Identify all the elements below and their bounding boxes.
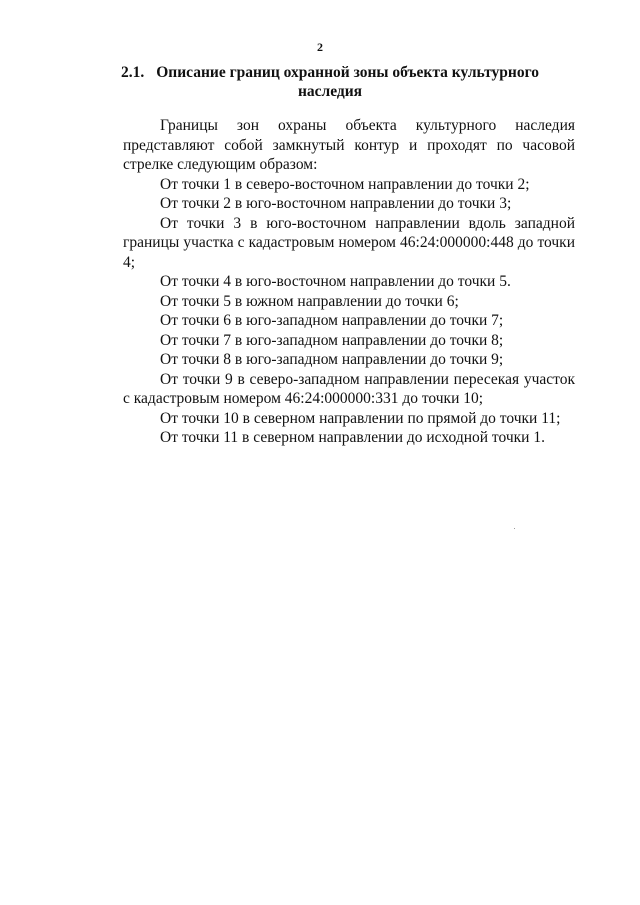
boundary-segment-6: От точки 6 в юго-западном направлении до точки 7; [160, 312, 504, 329]
boundary-segment-4: От точки 4 в юго-восточном направлении до точки 5. [160, 273, 511, 290]
boundary-segment-11: От точки 11 в северном направлении до исходной точки 1. [160, 429, 545, 446]
boundary-segment-5: От точки 5 в южном направлении до точки 6; [160, 292, 459, 310]
boundary-segment-3: От точки 3 в юго-восточном направлении вдоль западной границы участка с кадастровым номером 46:24:000000:448 до точки 4; [123, 214, 575, 271]
body-text [123, 116, 575, 448]
section-number: 2.1. [120, 64, 145, 81]
intro-paragraph: Границы зон охраны объекта культурного наследия представляют собой замкнутый контур и проходят по часовой стрелке следующим образом: [123, 117, 575, 173]
boundary-segment-9: От точки 9 в северо-западном направлении пересекая участок с кадастровым номером 46:24:000000:331 до точки 10; [123, 370, 575, 407]
boundary-segment-1: От точки 1 в северо-восточном направлении до точки 2; [160, 175, 530, 193]
section-title: Описание границ охранной зоны объекта культурного наследия [156, 64, 539, 100]
boundary-segment-10: От точки 10 в северном направлении по прямой до точки 11; [160, 409, 561, 427]
scan-artifact [514, 528, 515, 529]
page-number: 2 [317, 40, 323, 54]
section-heading [120, 63, 540, 101]
boundary-segment-2: От точки 2 в юго-восточном направлении до точки 3; [160, 195, 512, 212]
boundary-segment-8: От точки 8 в юго-западном направлении до точки 9; [160, 351, 504, 368]
boundary-segment-7: От точки 7 в юго-западном направлении до точки 8; [160, 331, 504, 349]
